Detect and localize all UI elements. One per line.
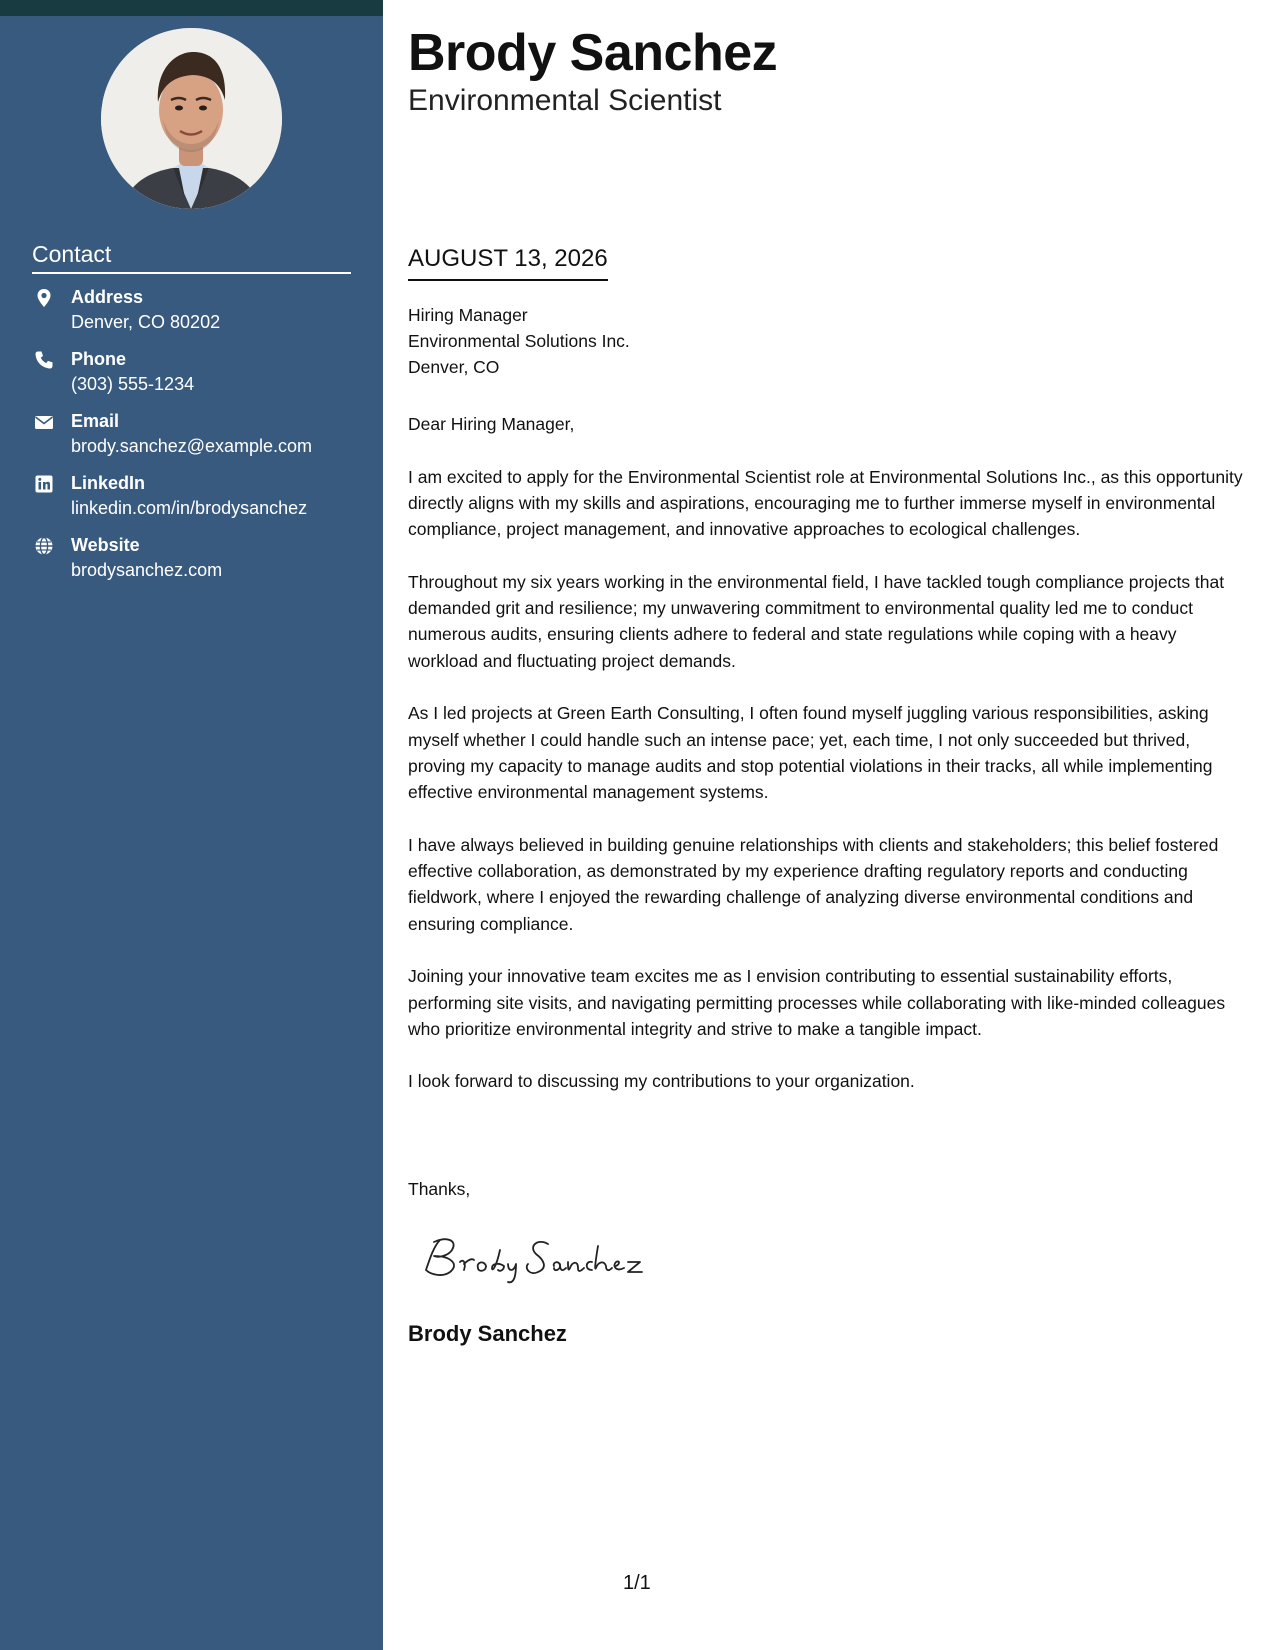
- email-label: Email: [71, 411, 120, 431]
- phone-value: (303) 555-1234: [71, 374, 195, 394]
- letter-date: AUGUST 13, 2026: [408, 243, 608, 281]
- website-value[interactable]: brodysanchez.com: [71, 560, 223, 580]
- body-paragraph: I have always believed in building genuine relationships with clients and stakeholders; this belief fostered effective collaboration, as demonstrated by my experience drafting regulatory reports and conducting fieldwork, where I enjoyed the rewarding challenge of analyzing diverse environmental conditions and ensuring compliance.: [408, 834, 1219, 934]
- envelope-icon: [34, 412, 54, 432]
- body-paragraph: I look forward to discussing my contributions to your organization.: [408, 1071, 915, 1092]
- body-paragraph: Joining your innovative team excites me as I envision contributing to essential sustainability efforts, performing site visits, and navigating permitting processes while collaborating with like-minded colleagues who prioritize environmental integrity and strive to make a tangible impact.: [408, 966, 1226, 1039]
- recipient-block: [408, 302, 630, 380]
- address-label: Address: [71, 287, 144, 307]
- recipient-line: Environmental Solutions Inc.: [408, 331, 630, 351]
- contact-heading: Contact: [32, 240, 351, 274]
- contact-item-email: [32, 410, 372, 466]
- phone-label: Phone: [71, 349, 127, 369]
- applicant-name: Brody Sanchez: [408, 24, 778, 82]
- contact-item-linkedin: [32, 472, 372, 528]
- recipient-line: Hiring Manager: [408, 305, 528, 325]
- body-paragraph: As I led projects at Green Earth Consulting, I often found myself juggling various responsibilities, asking myself whether I could handle such an intense pace; yet, each time, I not only succeeded but thrived, proving my capacity to manage audits and stop potential violations in their tracks, all while implementing effective environmental management systems.: [408, 703, 1213, 803]
- body-paragraph: I am excited to apply for the Environmental Scientist role at Environmental Solutions Inc., as this opportunity directly aligns with my skills and aspirations, encouraging me to further immerse myself in environmental compliance, project management, and innovative approaches to ecological challenges.: [408, 466, 1243, 540]
- salutation: Dear Hiring Manager,: [408, 414, 575, 434]
- letter-body: [408, 411, 1248, 1121]
- globe-icon: [34, 536, 54, 556]
- body-paragraph: Throughout my six years working in the environmental field, I have tackled tough compliance projects that demanded grit and resilience; my unwavering commitment to environmental quality led me to conduct numerous audits, ensuring clients adhere to federal and state regulations while coping with a heavy workload and fluctuating project demands.: [408, 571, 1225, 671]
- map-pin-icon: [34, 288, 54, 308]
- linkedin-icon: [34, 474, 54, 494]
- contact-item-website: [32, 534, 372, 590]
- recipient-line: Denver, CO: [408, 357, 500, 377]
- contact-item-phone: [32, 348, 372, 404]
- handwritten-signature: [420, 1228, 660, 1288]
- contact-item-address: [32, 286, 372, 342]
- page-number: 1/1: [623, 1572, 651, 1594]
- applicant-title: Environmental Scientist: [408, 84, 722, 117]
- address-value: Denver, CO 80202: [71, 312, 221, 332]
- signer-name: Brody Sanchez: [408, 1321, 567, 1346]
- sidebar-top-bar: [0, 0, 383, 16]
- phone-icon: [34, 350, 54, 370]
- closing: Thanks,: [408, 1179, 471, 1199]
- avatar: [101, 28, 282, 209]
- linkedin-label: LinkedIn: [71, 473, 146, 493]
- email-value[interactable]: brody.sanchez@example.com: [71, 436, 313, 456]
- linkedin-value[interactable]: linkedin.com/in/brodysanchez: [71, 498, 308, 518]
- website-label: Website: [71, 535, 140, 555]
- sidebar: [0, 0, 383, 1650]
